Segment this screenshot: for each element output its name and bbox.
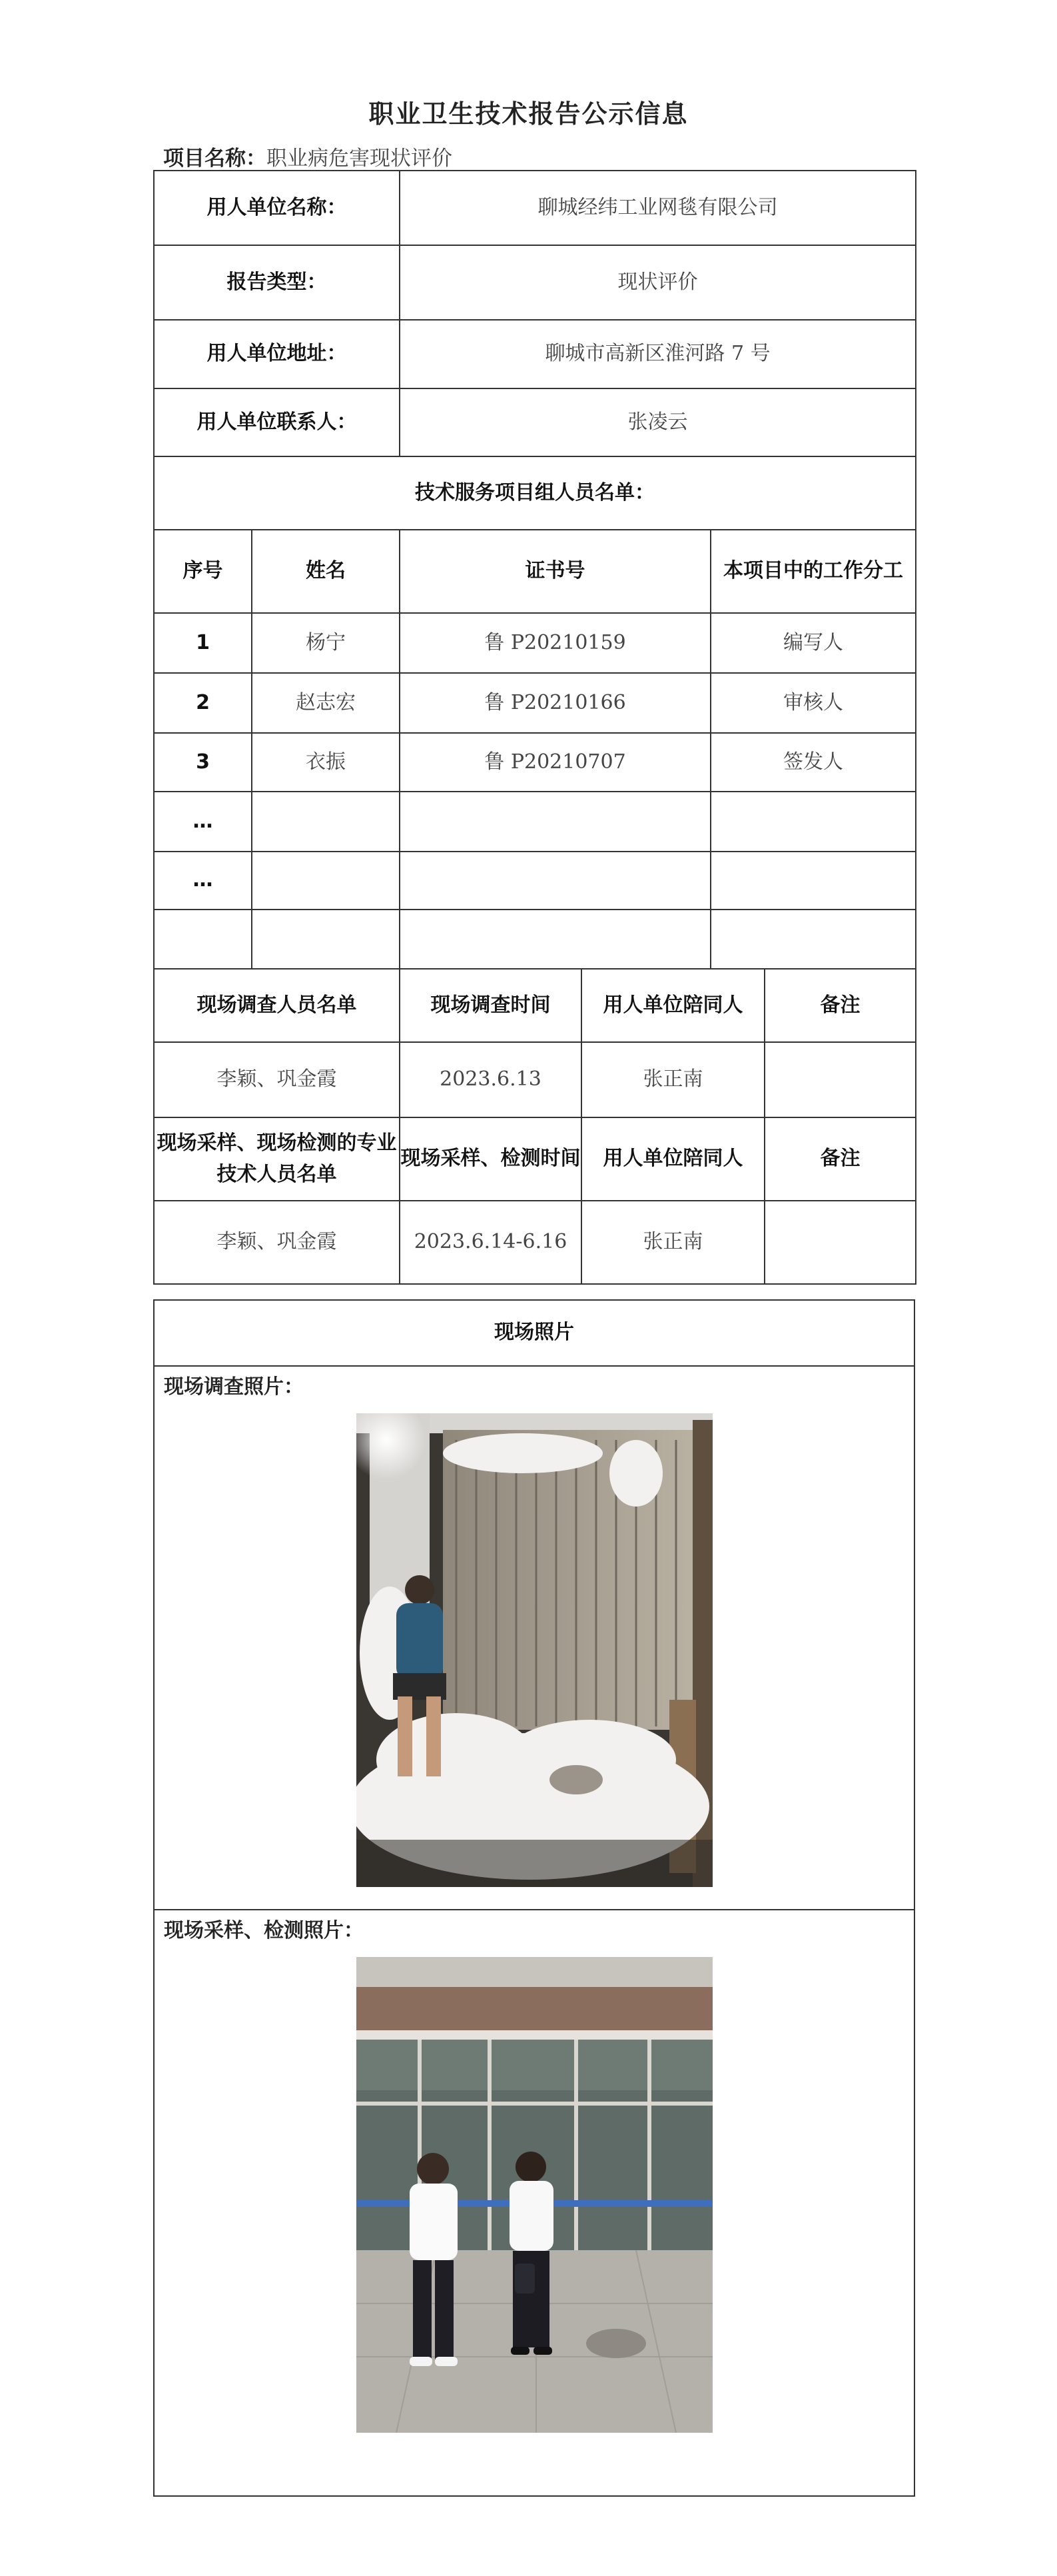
survey-header-escort: 用人单位陪同人 xyxy=(581,969,765,1042)
survey-photo-row xyxy=(154,1366,914,1910)
info-label: 用人单位联系人： xyxy=(154,388,400,456)
team-name: 衣振 xyxy=(252,733,400,792)
sampling-header-note: 备注 xyxy=(765,1117,916,1201)
team-cert: 鲁 P20210707 xyxy=(400,733,711,792)
team-row xyxy=(154,910,916,969)
col-header-role: 本项目中的工作分工 xyxy=(711,530,916,613)
team-no xyxy=(154,910,252,969)
survey-header-note: 备注 xyxy=(765,969,916,1042)
sampling-header-time: 现场采样、检测时间 xyxy=(400,1117,581,1201)
info-label: 用人单位名称： xyxy=(154,171,400,245)
team-header-row xyxy=(154,530,916,613)
col-header-cert: 证书号 xyxy=(400,530,711,613)
page-title: 职业卫生技术报告公示信息 xyxy=(368,99,689,129)
team-no: 3 xyxy=(154,733,252,792)
team-no: … xyxy=(154,852,252,910)
report-info-table xyxy=(153,170,916,1285)
team-no: 1 xyxy=(154,613,252,673)
survey-staff: 李颖、巩金霞 xyxy=(154,1042,400,1117)
sampling-escort: 张正南 xyxy=(581,1201,765,1284)
team-cert xyxy=(400,910,711,969)
team-name xyxy=(252,910,400,969)
person-right xyxy=(510,2152,553,2355)
team-row xyxy=(154,733,916,792)
team-role xyxy=(711,852,916,910)
survey-escort: 张正南 xyxy=(581,1042,765,1117)
sampling-header-escort: 用人单位陪同人 xyxy=(581,1117,765,1201)
team-role: 签发人 xyxy=(711,733,916,792)
team-row xyxy=(154,613,916,673)
sampling-photo-caption: 现场采样、检测照片： xyxy=(164,1919,364,1942)
team-no: … xyxy=(154,792,252,852)
col-header-name: 姓名 xyxy=(252,530,400,613)
team-cert: 鲁 P20210159 xyxy=(400,613,711,673)
team-row xyxy=(154,792,916,852)
project-line xyxy=(163,141,452,171)
team-role: 审核人 xyxy=(711,673,916,733)
sampling-time: 2023.6.14-6.16 xyxy=(400,1201,581,1284)
survey-photo-caption: 现场调查照片： xyxy=(164,1375,304,1399)
survey-header-staff: 现场调查人员名单 xyxy=(154,969,400,1042)
team-name xyxy=(252,852,400,910)
team-title: 技术服务项目组人员名单： xyxy=(154,456,916,530)
team-role xyxy=(711,910,916,969)
info-value: 聊城经纬工业网毯有限公司 xyxy=(400,171,916,245)
info-row xyxy=(154,320,916,388)
team-no: 2 xyxy=(154,673,252,733)
team-cert xyxy=(400,792,711,852)
photos-title-row xyxy=(154,1300,914,1366)
survey-header-time: 现场调查时间 xyxy=(400,969,581,1042)
photos-title: 现场照片 xyxy=(154,1300,914,1366)
info-label: 用人单位地址： xyxy=(154,320,400,388)
team-row xyxy=(154,673,916,733)
info-row xyxy=(154,388,916,456)
info-value: 张凌云 xyxy=(400,388,916,456)
sampling-photo-row xyxy=(154,1910,914,2496)
survey-row xyxy=(154,1042,916,1117)
team-title-row xyxy=(154,456,916,530)
team-row xyxy=(154,852,916,910)
team-role xyxy=(711,792,916,852)
sampling-header-row xyxy=(154,1117,916,1201)
team-name: 杨宁 xyxy=(252,613,400,673)
team-name: 赵志宏 xyxy=(252,673,400,733)
team-cert: 鲁 P20210166 xyxy=(400,673,711,733)
survey-time: 2023.6.13 xyxy=(400,1042,581,1117)
sampling-photo-cell xyxy=(154,1910,914,2496)
team-role: 编写人 xyxy=(711,613,916,673)
info-label: 报告类型： xyxy=(154,245,400,320)
info-row xyxy=(154,245,916,320)
sampling-row xyxy=(154,1201,916,1284)
sampling-photo xyxy=(356,1957,713,2433)
survey-header-row xyxy=(154,969,916,1042)
survey-photo xyxy=(356,1413,713,1887)
col-header-no: 序号 xyxy=(154,530,252,613)
project-label: 项目名称： xyxy=(163,147,266,171)
info-value: 现状评价 xyxy=(400,245,916,320)
project-value: 职业病危害现状评价 xyxy=(266,147,452,171)
info-row xyxy=(154,171,916,245)
team-name xyxy=(252,792,400,852)
survey-note xyxy=(765,1042,916,1117)
sampling-header-staff: 现场采样、现场检测的专业技术人员名单 xyxy=(154,1117,400,1201)
info-value: 聊城市高新区淮河路 7 号 xyxy=(400,320,916,388)
survey-photo-cell xyxy=(154,1366,914,1910)
sampling-staff: 李颖、巩金霞 xyxy=(154,1201,400,1284)
photos-table xyxy=(153,1299,915,2497)
sampling-note xyxy=(765,1201,916,1284)
team-cert xyxy=(400,852,711,910)
